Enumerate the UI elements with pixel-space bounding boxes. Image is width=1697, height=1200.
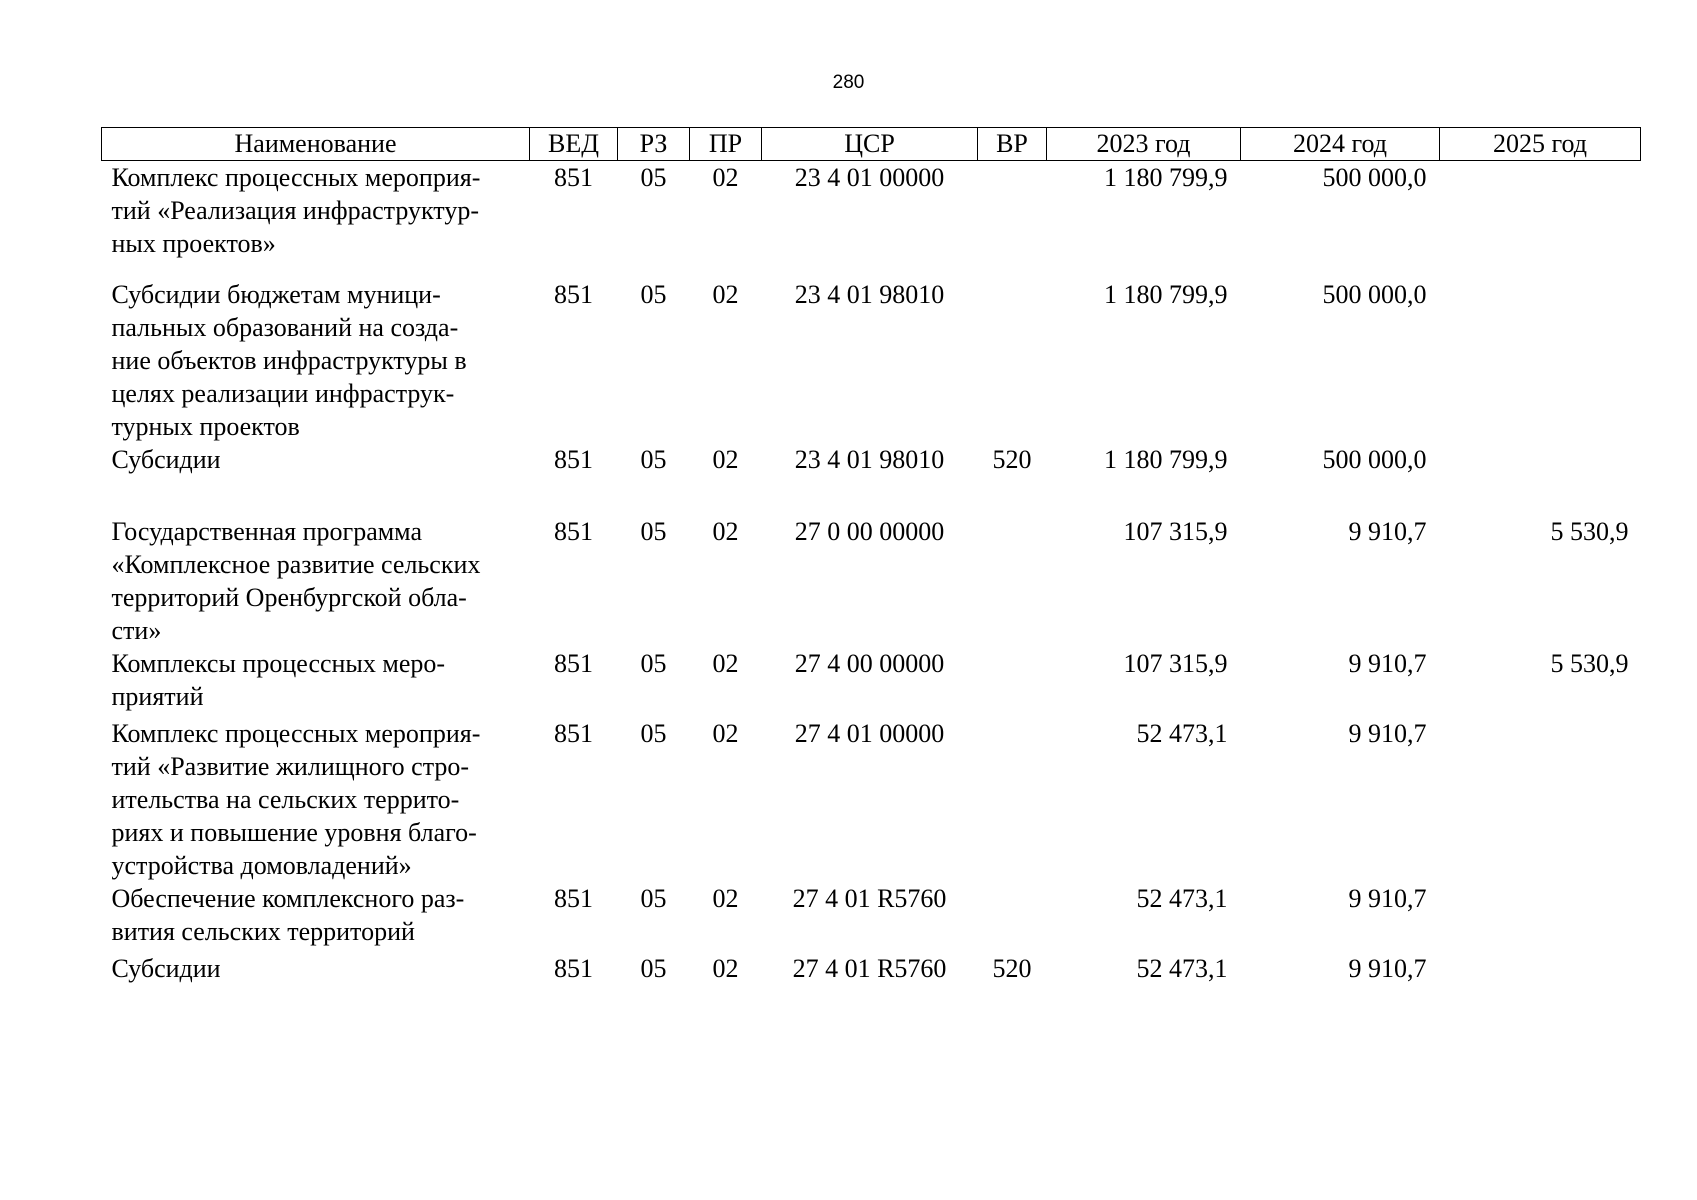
- row-ved: 851: [554, 163, 593, 192]
- row-csr: 27 4 01 R5760: [792, 883, 947, 913]
- row-pr: 02: [712, 718, 739, 748]
- row-vr: 520: [992, 444, 1032, 474]
- header-csr: ЦСР: [762, 128, 978, 161]
- row-ved: 851: [554, 718, 593, 748]
- row-vr: [978, 647, 1047, 717]
- row-rz: 05: [640, 648, 667, 678]
- header-vr: ВР: [978, 128, 1047, 161]
- row-vr: [978, 278, 1047, 443]
- row-vr: [978, 717, 1047, 882]
- table-row: [102, 278, 1641, 443]
- row-2024: 9 910,7: [1348, 718, 1427, 748]
- row-ved: 851: [554, 279, 593, 309]
- table-row: [102, 161, 1641, 278]
- row-pr: 02: [712, 163, 739, 192]
- table-row: [102, 952, 1641, 992]
- row-name: Субсидии: [111, 444, 221, 474]
- row-name: Комплексы процессных меро- приятий: [111, 648, 446, 711]
- table-body: [102, 161, 1641, 992]
- row-2024: 9 910,7: [1348, 516, 1427, 546]
- row-2023: 1 180 799,9: [1104, 163, 1228, 192]
- table-row: [102, 647, 1641, 717]
- row-csr: 27 0 00 00000: [794, 516, 945, 546]
- row-ved: 851: [554, 444, 593, 474]
- row-2023: 1 180 799,9: [1104, 444, 1228, 474]
- row-pr: 02: [712, 444, 739, 474]
- row-ved: 851: [554, 953, 593, 983]
- row-2023: 52 473,1: [1136, 953, 1228, 983]
- row-2025: [1440, 717, 1641, 882]
- row-2025: 5 530,9: [1550, 516, 1629, 546]
- row-csr: 23 4 01 00000: [794, 163, 945, 192]
- header-2023: 2023 год: [1047, 128, 1241, 161]
- row-pr: 02: [712, 648, 739, 678]
- table-row: [102, 882, 1641, 952]
- row-2023: 107 315,9: [1123, 648, 1228, 678]
- header-pr: ПР: [690, 128, 762, 161]
- row-csr: 23 4 01 98010: [794, 444, 945, 474]
- row-rz: 05: [640, 279, 667, 309]
- row-pr: 02: [712, 279, 739, 309]
- row-vr: [978, 882, 1047, 952]
- row-pr: 02: [712, 516, 739, 546]
- row-2025: [1440, 161, 1641, 278]
- row-2025: [1440, 443, 1641, 515]
- row-2023: 52 473,1: [1136, 718, 1228, 748]
- row-vr: [978, 515, 1047, 647]
- row-2025: 5 530,9: [1550, 648, 1629, 678]
- row-rz: 05: [640, 953, 667, 983]
- row-name: Субсидии бюджетам муници- пальных образований на созда- ние объектов инфраструктуры в целях реализации инфраструк- турных проектов: [111, 279, 467, 441]
- row-ved: 851: [554, 516, 593, 546]
- row-name: Комплекс процессных мероприя- тий «Реализация инфраструктур- ных проектов»: [111, 163, 481, 258]
- header-ved: ВЕД: [530, 128, 618, 161]
- row-csr: 27 4 01 R5760: [792, 953, 947, 983]
- row-name: Комплекс процессных мероприя- тий «Развитие жилищного стро- ительства на сельских террито- риях и повышение уровня благо- устройства домовладений»: [111, 718, 481, 880]
- row-rz: 05: [640, 718, 667, 748]
- header-2024: 2024 год: [1241, 128, 1440, 161]
- row-name: Государственная программа «Комплексное развитие сельских территорий Оренбургской обла- сти»: [111, 516, 481, 645]
- table-row: [102, 717, 1641, 882]
- row-name: Обеспечение комплексного раз- вития сельских территорий: [111, 883, 465, 946]
- row-2025: [1440, 278, 1641, 443]
- row-csr: 27 4 01 00000: [794, 718, 945, 748]
- header-rz: РЗ: [618, 128, 690, 161]
- header-name: Наименование: [102, 128, 530, 161]
- row-2023: 1 180 799,9: [1104, 279, 1228, 309]
- row-2024: 9 910,7: [1348, 648, 1427, 678]
- row-2025: [1440, 952, 1641, 992]
- row-2024: 500 000,0: [1322, 444, 1427, 474]
- row-ved: 851: [554, 648, 593, 678]
- row-pr: 02: [712, 953, 739, 983]
- row-2023: 52 473,1: [1136, 883, 1228, 913]
- row-csr: 27 4 00 00000: [794, 648, 945, 678]
- row-ved: 851: [554, 883, 593, 913]
- table-header: [102, 128, 1641, 161]
- row-rz: 05: [640, 883, 667, 913]
- row-2024: 500 000,0: [1322, 163, 1427, 192]
- table-row: [102, 443, 1641, 515]
- row-vr: 520: [992, 953, 1032, 983]
- page-number: 280: [832, 72, 865, 93]
- row-2024: 9 910,7: [1348, 953, 1427, 983]
- row-2024: 9 910,7: [1348, 883, 1427, 913]
- row-rz: 05: [640, 163, 667, 192]
- budget-table: [101, 127, 1641, 992]
- row-rz: 05: [640, 516, 667, 546]
- row-vr: [978, 161, 1047, 278]
- header-2025: 2025 год: [1440, 128, 1641, 161]
- row-csr: 23 4 01 98010: [794, 279, 945, 309]
- row-name: Субсидии: [111, 953, 221, 983]
- row-2024: 500 000,0: [1322, 279, 1427, 309]
- row-2023: 107 315,9: [1123, 516, 1228, 546]
- row-rz: 05: [640, 444, 667, 474]
- row-pr: 02: [712, 883, 739, 913]
- row-2025: [1440, 882, 1641, 952]
- table-row: [102, 515, 1641, 647]
